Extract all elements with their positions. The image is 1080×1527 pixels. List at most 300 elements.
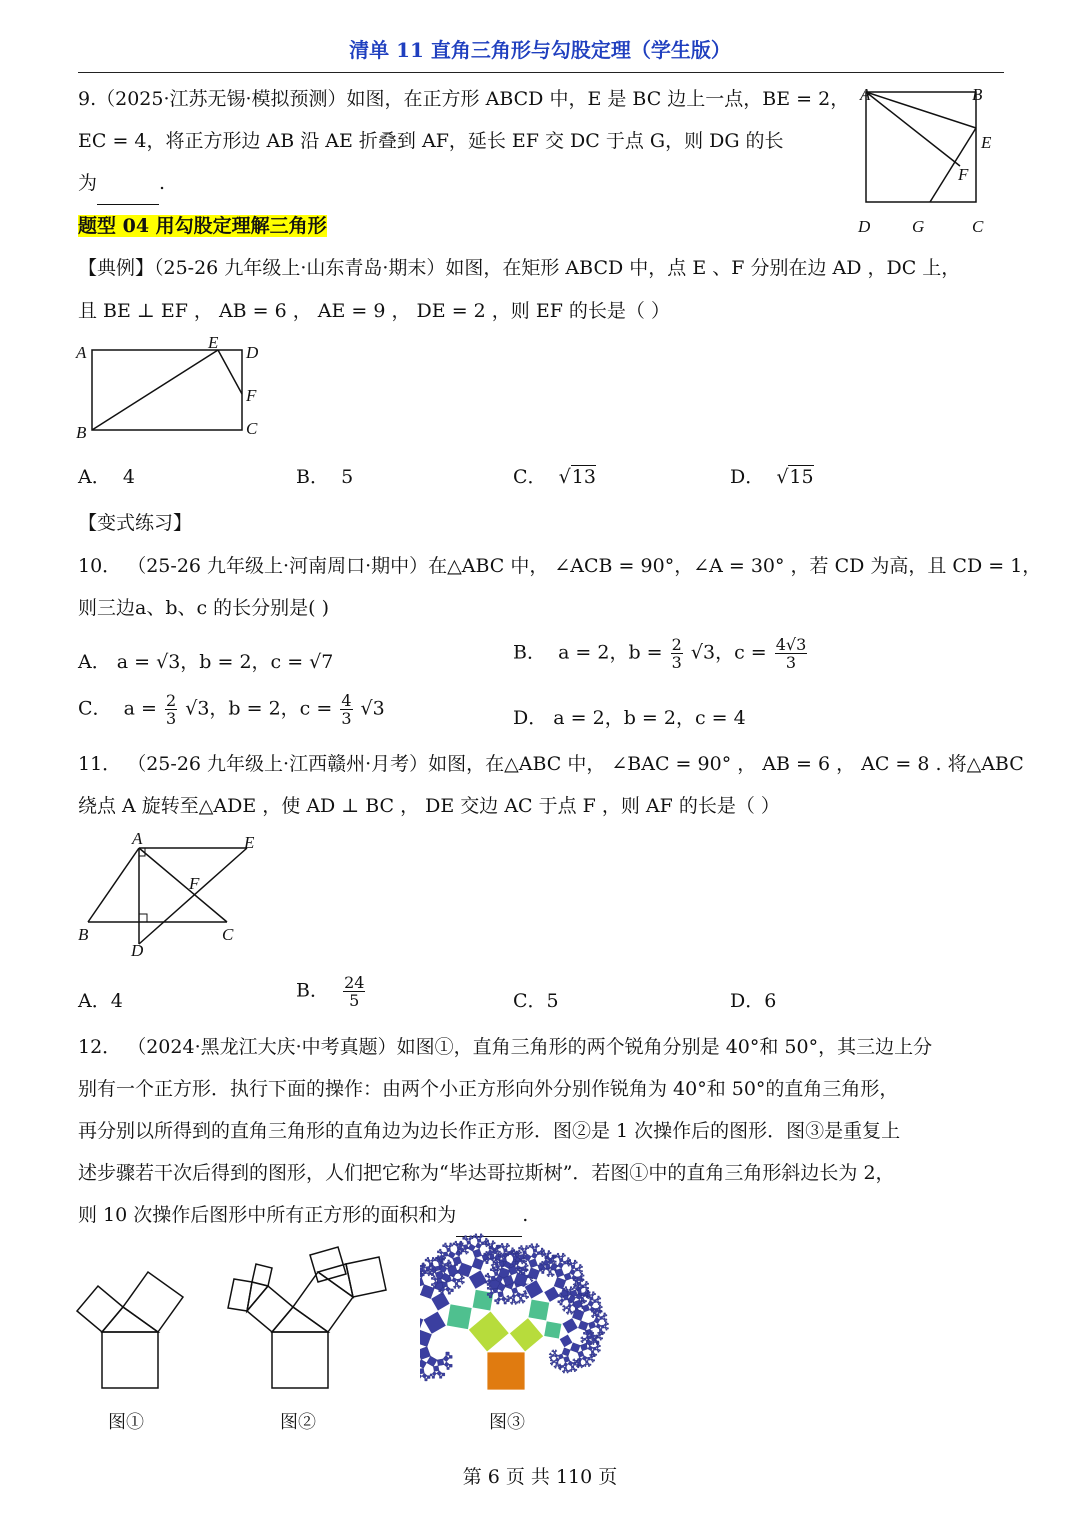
tree-square bbox=[562, 1365, 564, 1367]
tree-square bbox=[450, 1243, 452, 1245]
tree-square bbox=[545, 1257, 547, 1259]
tree-square bbox=[511, 1301, 513, 1303]
tree-square bbox=[423, 1311, 446, 1334]
tree-square bbox=[515, 1262, 517, 1264]
tree-square bbox=[497, 1297, 501, 1301]
tree-square bbox=[551, 1360, 553, 1362]
tree-square bbox=[439, 1251, 443, 1255]
tree-square bbox=[595, 1354, 596, 1355]
tree-square bbox=[420, 1330, 432, 1347]
tree-square bbox=[464, 1250, 467, 1253]
tree-square bbox=[550, 1356, 552, 1358]
tree-square bbox=[523, 1291, 524, 1292]
tree-square bbox=[491, 1265, 492, 1266]
tree-square bbox=[544, 1321, 562, 1339]
tree-square bbox=[492, 1263, 494, 1265]
tree-square bbox=[597, 1341, 598, 1342]
tree-square bbox=[527, 1265, 528, 1266]
tree-square bbox=[487, 1287, 489, 1289]
tree-square bbox=[435, 1266, 440, 1271]
tree-square bbox=[526, 1245, 528, 1247]
tree-square bbox=[595, 1313, 599, 1317]
q11-right-angle-mark bbox=[139, 914, 147, 922]
tree-square bbox=[465, 1236, 467, 1238]
fig2-left-small-square-a bbox=[228, 1279, 252, 1311]
q11-option-c[interactable]: C．5 bbox=[513, 990, 559, 1012]
tree-square bbox=[592, 1361, 593, 1362]
tree-square bbox=[583, 1332, 585, 1334]
tree-square bbox=[576, 1262, 577, 1263]
tree-square bbox=[463, 1245, 468, 1250]
tree-square bbox=[549, 1357, 550, 1358]
tree-square bbox=[484, 1259, 486, 1261]
tree-square bbox=[572, 1312, 573, 1313]
tree-square bbox=[524, 1301, 525, 1302]
tree-square bbox=[459, 1286, 460, 1287]
tree-square bbox=[599, 1298, 600, 1299]
tree-square bbox=[515, 1303, 516, 1304]
tree-square bbox=[521, 1247, 525, 1251]
tree-square bbox=[499, 1269, 500, 1270]
tree-square bbox=[475, 1236, 479, 1240]
tree-square bbox=[529, 1245, 531, 1247]
tree-square bbox=[590, 1364, 591, 1365]
tree-square bbox=[431, 1291, 451, 1311]
tree-square bbox=[571, 1313, 572, 1314]
tree-square bbox=[581, 1341, 582, 1342]
tree-square bbox=[431, 1259, 434, 1262]
tree-square bbox=[587, 1292, 589, 1294]
tree-square bbox=[432, 1257, 434, 1259]
fig2-triangle bbox=[272, 1307, 328, 1332]
q11-option-d[interactable]: D．6 bbox=[730, 990, 777, 1012]
example-label-f: F bbox=[246, 386, 257, 405]
tree-square bbox=[601, 1338, 602, 1339]
header-divider bbox=[78, 72, 1004, 73]
tree-square bbox=[557, 1253, 559, 1255]
tree-square bbox=[550, 1363, 551, 1364]
tree-square bbox=[468, 1237, 471, 1240]
tree-square bbox=[606, 1329, 607, 1330]
tree-square bbox=[508, 1245, 509, 1246]
tree-square bbox=[564, 1306, 566, 1308]
tree-square bbox=[503, 1248, 507, 1252]
tree-square bbox=[578, 1366, 579, 1367]
q9-line3 bbox=[78, 162, 165, 205]
tree-square bbox=[587, 1283, 588, 1284]
tree-square bbox=[563, 1370, 565, 1372]
tree-square bbox=[439, 1259, 441, 1261]
tree-square bbox=[486, 1251, 488, 1253]
tree-square bbox=[562, 1371, 563, 1372]
tree-square bbox=[567, 1304, 571, 1308]
tree-square bbox=[584, 1338, 586, 1340]
q9-line3-prefix: 为 bbox=[78, 172, 98, 194]
tree-square bbox=[559, 1367, 560, 1368]
tree-square bbox=[446, 1352, 449, 1355]
tree-square bbox=[596, 1345, 599, 1348]
tree-square bbox=[587, 1287, 588, 1288]
tree-square bbox=[591, 1316, 592, 1317]
example-line-be bbox=[92, 350, 218, 430]
tree-square bbox=[480, 1234, 482, 1236]
tree-square bbox=[555, 1351, 557, 1353]
tree-square bbox=[448, 1251, 455, 1258]
tree-square bbox=[485, 1281, 487, 1283]
example-label-d: D bbox=[246, 343, 259, 362]
tree-square bbox=[445, 1243, 447, 1245]
tree-square bbox=[512, 1248, 514, 1250]
tree-square bbox=[597, 1344, 599, 1346]
tree-square bbox=[596, 1335, 598, 1337]
tree-square bbox=[437, 1371, 442, 1376]
tree-square bbox=[535, 1245, 538, 1248]
tree-square bbox=[431, 1263, 433, 1265]
tree-square bbox=[531, 1245, 535, 1249]
tree-square bbox=[420, 1368, 424, 1374]
tree-square bbox=[582, 1338, 584, 1340]
tree-square bbox=[485, 1242, 487, 1244]
tree-square bbox=[429, 1273, 430, 1274]
q9-answer-blank[interactable] bbox=[97, 162, 159, 205]
tree-square bbox=[489, 1254, 494, 1259]
tree-square bbox=[444, 1257, 445, 1258]
tree-square bbox=[521, 1299, 524, 1302]
tree-square bbox=[588, 1321, 596, 1329]
tree-square bbox=[526, 1298, 527, 1299]
fig2-left-small-square-b bbox=[252, 1264, 272, 1286]
tree-square bbox=[568, 1265, 569, 1266]
tree-square bbox=[427, 1259, 431, 1263]
tree-square bbox=[431, 1277, 433, 1279]
section-title: 题型 04 用勾股定理解三角形 bbox=[78, 215, 327, 237]
tree-square bbox=[492, 1241, 494, 1243]
example-option-d[interactable]: D． √15 bbox=[730, 466, 814, 488]
tree-square bbox=[487, 1273, 489, 1275]
tree-square bbox=[593, 1299, 596, 1302]
fig2-base-square bbox=[272, 1332, 328, 1388]
tree-square bbox=[550, 1273, 553, 1276]
q9-label-d: D bbox=[858, 217, 871, 236]
q9-line3-suffix: . bbox=[159, 172, 166, 194]
tree-square bbox=[575, 1277, 577, 1279]
tree-square bbox=[591, 1358, 594, 1361]
tree-square bbox=[561, 1255, 564, 1258]
tree-square bbox=[493, 1261, 495, 1263]
tree-square bbox=[598, 1351, 599, 1352]
tree-square bbox=[586, 1281, 588, 1283]
tree-square bbox=[569, 1310, 572, 1313]
tree-square bbox=[565, 1306, 567, 1308]
tree-square bbox=[554, 1277, 566, 1289]
tree-square bbox=[512, 1287, 518, 1293]
tree-square bbox=[578, 1321, 588, 1331]
tree-square bbox=[552, 1255, 554, 1257]
tree-square bbox=[420, 1347, 430, 1360]
tree-square bbox=[507, 1255, 508, 1256]
tree-square bbox=[510, 1302, 511, 1303]
tree-square bbox=[600, 1310, 601, 1311]
example-line-ef bbox=[218, 350, 242, 394]
tree-square bbox=[482, 1236, 483, 1237]
tree-square bbox=[591, 1338, 594, 1341]
example-label-a: A bbox=[76, 343, 87, 362]
tree-square bbox=[569, 1269, 575, 1275]
tree-square bbox=[562, 1348, 570, 1356]
tree-square bbox=[523, 1250, 527, 1254]
example-option-b[interactable]: B． 5 bbox=[296, 466, 354, 488]
tree-square bbox=[572, 1288, 573, 1289]
example-line1: 【典例】（25-26 九年级上·山东青岛·期末）如图，在矩形 ABCD 中，点 E 、F 分别在边 AD ，DC 上， bbox=[78, 257, 961, 279]
tree-square bbox=[437, 1278, 442, 1283]
q11-line2: 绕点 A 旋转至△ADE ，使 AD ⊥ BC ， DE 交边 AC 于点 F ，则 AF 的长是（ ） bbox=[78, 795, 780, 817]
tree-square bbox=[607, 1323, 608, 1324]
tree-square bbox=[508, 1295, 509, 1296]
tree-square bbox=[542, 1261, 544, 1263]
page-number: 第 6 页 共 110 页 bbox=[462, 1466, 618, 1488]
document-title: 清单 11 直角三角形与勾股定理（学生版） bbox=[349, 38, 731, 62]
tree-square bbox=[582, 1279, 583, 1280]
tree-square bbox=[550, 1354, 552, 1356]
q9-line-eg bbox=[930, 128, 976, 202]
q11-rotation-figure bbox=[72, 832, 272, 962]
tree-square bbox=[555, 1261, 556, 1262]
q9-label-e: E bbox=[981, 133, 992, 152]
tree-square bbox=[574, 1260, 576, 1262]
tree-square bbox=[448, 1292, 450, 1294]
tree-square bbox=[427, 1257, 429, 1259]
tree-square bbox=[462, 1283, 463, 1284]
tree-square bbox=[506, 1243, 508, 1245]
tree-square bbox=[475, 1243, 481, 1249]
tree-square bbox=[481, 1242, 484, 1245]
tree-square bbox=[567, 1262, 569, 1264]
tree-square bbox=[512, 1294, 516, 1298]
tree-square bbox=[589, 1296, 593, 1300]
tree-square bbox=[432, 1371, 436, 1375]
tree-square bbox=[543, 1251, 545, 1253]
tree-square bbox=[457, 1285, 460, 1288]
tree-square bbox=[538, 1245, 539, 1246]
tree-square bbox=[581, 1266, 582, 1267]
tree-square bbox=[542, 1271, 544, 1273]
tree-square bbox=[540, 1269, 542, 1271]
q10-option-d[interactable]: D． a = 2，b = 2，c = 4 bbox=[513, 707, 746, 729]
tree-square bbox=[439, 1376, 441, 1378]
tree-square bbox=[593, 1360, 594, 1361]
tree-square bbox=[574, 1360, 576, 1362]
tree-square bbox=[556, 1362, 559, 1365]
tree-square bbox=[599, 1305, 601, 1307]
tree-square bbox=[588, 1346, 593, 1351]
q11-line-ba bbox=[88, 848, 139, 922]
example-label-e: E bbox=[208, 334, 219, 352]
example-option-a[interactable]: A． 4 bbox=[78, 466, 135, 488]
tree-square bbox=[513, 1253, 515, 1255]
q11-label-a: A bbox=[132, 832, 143, 848]
tree-square bbox=[489, 1247, 491, 1249]
tree-square bbox=[606, 1319, 607, 1320]
tree-square bbox=[427, 1376, 430, 1379]
tree-square bbox=[442, 1282, 448, 1288]
tree-square bbox=[544, 1286, 560, 1302]
q10-option-a[interactable]: A． a = √3，b = 2，c = √7 bbox=[78, 651, 334, 673]
tree-square bbox=[445, 1286, 450, 1291]
tree-square bbox=[457, 1279, 460, 1282]
tree-square bbox=[485, 1275, 487, 1277]
tree-square bbox=[597, 1301, 600, 1304]
tree-square bbox=[468, 1244, 475, 1251]
q9-label-b: B bbox=[972, 85, 983, 104]
tree-square bbox=[581, 1293, 584, 1296]
tree-square bbox=[445, 1245, 449, 1249]
tree-square bbox=[570, 1287, 572, 1289]
tree-square bbox=[564, 1367, 567, 1370]
q10-option-b[interactable]: B． a = 2，b = $\frac{2}{3}$ √3，c = $\frac{4√3}{3}$ bbox=[513, 635, 807, 672]
tree-square bbox=[564, 1273, 572, 1281]
tree-square bbox=[453, 1256, 462, 1265]
q12-line5-suffix: . bbox=[522, 1204, 529, 1226]
tree-square bbox=[448, 1245, 451, 1248]
tree-square bbox=[565, 1287, 567, 1289]
tree-square bbox=[581, 1273, 583, 1275]
q11-line1: 11． （25-26 九年级上·江西赣州·月考）如图，在△ABC 中， ∠BAC = 90° ， AB = 6 ， AC = 8 . 将△ABC bbox=[78, 753, 1024, 775]
tree-square bbox=[473, 1236, 475, 1238]
tree-square bbox=[432, 1376, 434, 1378]
tree-square bbox=[581, 1285, 583, 1287]
tree-square bbox=[604, 1326, 607, 1329]
tree-square bbox=[577, 1290, 581, 1294]
tree-square bbox=[587, 1335, 591, 1339]
tree-square bbox=[548, 1273, 550, 1275]
tree-square bbox=[516, 1302, 517, 1303]
tree-square bbox=[463, 1277, 464, 1278]
tree-square bbox=[592, 1332, 593, 1333]
tree-square bbox=[439, 1290, 441, 1292]
tree-square bbox=[569, 1288, 572, 1291]
tree-square bbox=[438, 1262, 442, 1266]
tree-square bbox=[574, 1371, 575, 1372]
tree-square bbox=[601, 1325, 604, 1328]
tree-square bbox=[422, 1264, 424, 1266]
tree-square bbox=[588, 1365, 589, 1366]
q11-option-b[interactable]: B． $\frac{24}{5}$ bbox=[296, 973, 365, 1010]
tree-square bbox=[489, 1286, 491, 1288]
tree-square bbox=[472, 1258, 484, 1270]
tree-square bbox=[517, 1269, 519, 1271]
tree-square bbox=[495, 1269, 497, 1271]
tree-square bbox=[607, 1328, 608, 1329]
tree-square bbox=[563, 1309, 564, 1310]
q12-line2: 别有一个正方形．执行下面的操作：由两个小正方形向外分别作锐角为 40°和 50°的直角三角形， bbox=[78, 1078, 899, 1100]
tree-square bbox=[525, 1267, 527, 1269]
tree-square bbox=[580, 1277, 582, 1279]
q11-option-a[interactable]: A．4 bbox=[78, 990, 123, 1012]
tree-square bbox=[579, 1360, 580, 1361]
q12-figure-2 bbox=[220, 1238, 400, 1398]
example-label-b: B bbox=[76, 423, 87, 442]
q9-label-g: G bbox=[912, 217, 925, 236]
tree-square bbox=[498, 1255, 500, 1257]
tree-square bbox=[460, 1252, 462, 1254]
tree-square bbox=[531, 1253, 537, 1259]
q10-c-fraction2: $\frac{4}{3}$ bbox=[341, 691, 352, 728]
q10-c-fraction: $\frac{2}{3}$ bbox=[165, 691, 177, 728]
tree-square bbox=[477, 1239, 481, 1243]
tree-square bbox=[560, 1298, 564, 1302]
tree-square bbox=[473, 1249, 482, 1258]
tree-square bbox=[441, 1292, 443, 1294]
tree-square bbox=[592, 1292, 594, 1294]
tree-square bbox=[499, 1245, 501, 1247]
tree-square bbox=[520, 1252, 521, 1253]
tree-square bbox=[555, 1365, 557, 1367]
tree-square bbox=[547, 1274, 548, 1275]
tree-square bbox=[562, 1318, 578, 1334]
tree-square bbox=[514, 1301, 517, 1304]
tree-square bbox=[487, 1352, 525, 1390]
tree-square bbox=[485, 1238, 487, 1240]
tree-square bbox=[596, 1298, 599, 1301]
q9-label-f: F bbox=[958, 165, 969, 184]
tree-square bbox=[489, 1295, 491, 1297]
tree-square bbox=[460, 1242, 462, 1244]
tree-square bbox=[515, 1252, 517, 1254]
example-option-c[interactable]: C． √13 bbox=[513, 466, 596, 488]
tree-square bbox=[420, 1316, 423, 1330]
tree-square bbox=[563, 1356, 569, 1362]
tree-square bbox=[550, 1353, 551, 1354]
q10-line1: 10． （25-26 九年级上·河南周口·期中）在△ABC 中， ∠ACB = 90°，∠A = 30° ，若 CD 为高，且 CD = 1， bbox=[78, 555, 1042, 577]
tree-square bbox=[428, 1275, 429, 1276]
tree-square bbox=[564, 1295, 569, 1300]
tree-square bbox=[491, 1276, 496, 1281]
tree-square bbox=[554, 1352, 556, 1354]
tree-square bbox=[541, 1248, 543, 1250]
tree-square bbox=[554, 1354, 558, 1358]
tree-square bbox=[582, 1339, 584, 1341]
tree-square bbox=[525, 1263, 527, 1265]
tree-square bbox=[542, 1255, 543, 1256]
tree-square bbox=[431, 1273, 433, 1275]
tree-square bbox=[590, 1354, 591, 1355]
fig2-caption: 图② bbox=[280, 1412, 316, 1433]
tree-square bbox=[601, 1306, 602, 1307]
tree-square bbox=[551, 1362, 553, 1364]
tree-square bbox=[598, 1332, 599, 1333]
tree-square bbox=[522, 1302, 523, 1303]
tree-square bbox=[567, 1291, 571, 1295]
tree-square bbox=[575, 1369, 576, 1370]
tree-square bbox=[525, 1295, 528, 1298]
tree-square bbox=[498, 1291, 504, 1297]
tree-square bbox=[568, 1370, 569, 1371]
tree-square bbox=[571, 1265, 575, 1269]
tree-square bbox=[553, 1274, 554, 1275]
tree-square bbox=[508, 1296, 510, 1298]
tree-square bbox=[549, 1260, 553, 1264]
tree-square bbox=[491, 1245, 493, 1247]
tree-square bbox=[581, 1270, 582, 1271]
tree-square bbox=[570, 1343, 580, 1353]
tree-square bbox=[509, 1253, 511, 1255]
tree-square bbox=[604, 1323, 607, 1326]
q11-label-c: C bbox=[222, 925, 234, 944]
tree-square bbox=[574, 1359, 575, 1360]
q10-option-c[interactable]: C． a = $\frac{2}{3}$ √3，b = 2，c = $\frac{4}{3}$ √3 bbox=[78, 691, 385, 728]
tree-square bbox=[579, 1269, 582, 1272]
tree-square bbox=[596, 1324, 601, 1329]
